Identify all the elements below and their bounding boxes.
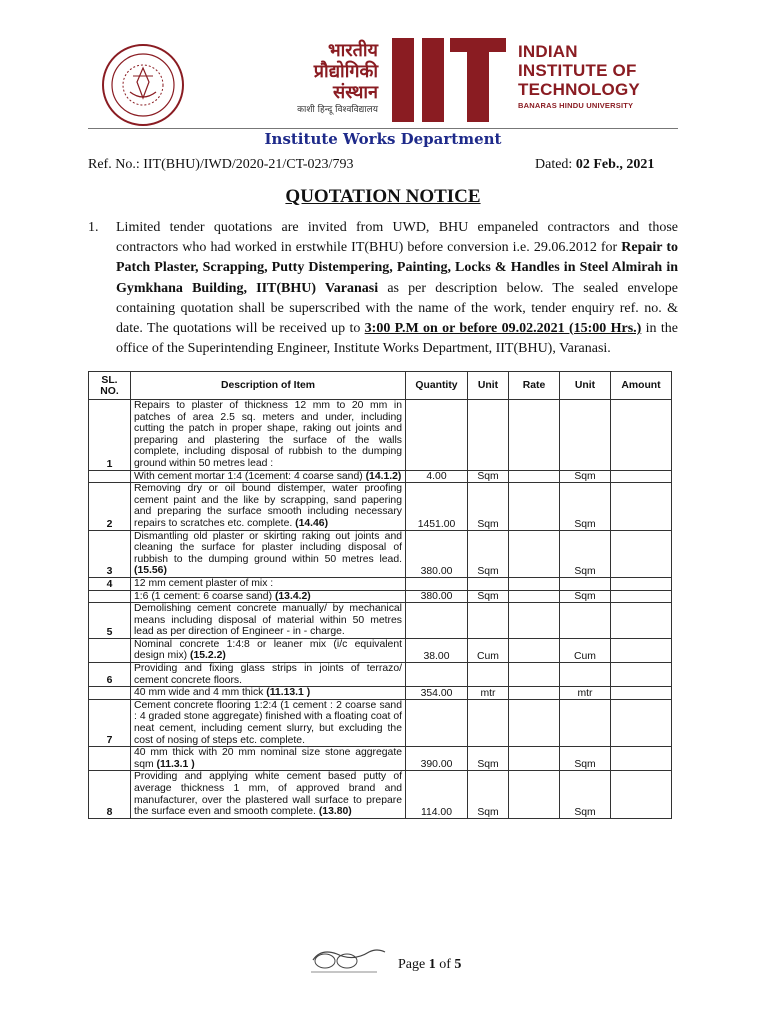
row-unit-2 (560, 400, 611, 471)
department-name: Institute Works Department (264, 130, 502, 148)
row-sl-no: 3 (89, 530, 131, 577)
row-description-text: 12 mm cement plaster of mix : (134, 577, 274, 589)
row-amount (611, 603, 672, 639)
row-unit-2 (560, 699, 611, 746)
row-rate (509, 400, 560, 471)
row-schedule-code: (15.56) (134, 565, 167, 577)
row-sl-no (89, 470, 131, 483)
table-row (89, 590, 672, 603)
row-rate (509, 483, 560, 530)
notice-paragraph (88, 218, 678, 359)
row-unit-2: Sqm (560, 590, 611, 603)
row-rate (509, 699, 560, 746)
row-description (131, 400, 406, 471)
paragraph-part-2: as per description below. The sealed envelope containing quotation shall be superscribed with the name of the work, tender enquiry ref. no. & date. The quotations will be received up to (116, 280, 678, 337)
row-description (131, 663, 406, 687)
row-amount (611, 638, 672, 662)
row-description (131, 747, 406, 771)
row-description-text: With cement mortar 1:4 (1cement: 4 coarse sand) (134, 470, 363, 482)
row-amount (611, 687, 672, 700)
row-quantity (406, 577, 468, 590)
items-table (88, 371, 672, 819)
row-unit (468, 663, 509, 687)
header-amount: Amount (611, 372, 672, 400)
page-number (398, 957, 461, 973)
header-unit: Unit (468, 372, 509, 400)
row-unit: Sqm (468, 771, 509, 818)
row-rate (509, 638, 560, 662)
row-quantity (406, 699, 468, 746)
row-unit-2: Sqm (560, 747, 611, 771)
header-sl-no: SL. NO. (89, 372, 131, 400)
row-amount (611, 470, 672, 483)
row-unit-2 (560, 603, 611, 639)
row-description-text: 40 mm thick with 20 mm nominal size stone aggregate sqm (134, 747, 402, 770)
row-sl-no (89, 687, 131, 700)
table-row (89, 663, 672, 687)
row-amount (611, 577, 672, 590)
paragraph-part-3: in the office of the Superintending Engineer, Institute Works Department, IIT(BHU), Varanasi. (116, 321, 679, 357)
row-description-text: 40 mm wide and 4 mm thick (134, 687, 264, 699)
row-unit-2: Sqm (560, 470, 611, 483)
row-unit-2: mtr (560, 687, 611, 700)
row-quantity: 390.00 (406, 747, 468, 771)
row-schedule-code: (13.4.2) (274, 590, 311, 602)
row-rate (509, 603, 560, 639)
row-description-text: Cement concrete flooring 1:2:4 (1 cement : 2 coarse sand : 4 graded stone aggregate) finished with a floating coat of neat cement, including cement slurry, but excluding the cost of nosing of steps etc. complete. (134, 699, 402, 746)
row-unit-2: Sqm (560, 530, 611, 577)
table-row (89, 400, 672, 471)
row-description-text: Repairs to plaster of thickness 12 mm to 20 mm in patches of area 2.5 sq. meters and under, including cutting the patch in proper shape, raking out joints and preparing and plastering the surface of the walls complete, including disposal of rubbish to the dumping ground within 50 metres lead : (134, 400, 402, 469)
row-sl-no (89, 638, 131, 662)
row-unit-2 (560, 663, 611, 687)
row-rate (509, 687, 560, 700)
row-schedule-code: (11.13.1 ) (266, 687, 311, 699)
iit-logo-mark (390, 36, 508, 122)
row-quantity: 38.00 (406, 638, 468, 662)
hindi-institute-name (290, 40, 378, 117)
row-sl-no: 6 (89, 663, 131, 687)
row-unit: Sqm (468, 530, 509, 577)
row-description-text: 1:6 (1 cement: 6 coarse sand) (134, 590, 273, 602)
page-of: of (439, 957, 451, 972)
g20-emblem-logo (307, 944, 391, 978)
row-description-text: Nominal concrete 1:4:8 or leaner mix (i/c equivalent design mix) (134, 638, 402, 662)
row-unit: mtr (468, 687, 509, 700)
english-institute-name (518, 42, 680, 112)
row-amount (611, 590, 672, 603)
row-unit-2: Sqm (560, 771, 611, 818)
row-unit (468, 577, 509, 590)
row-quantity (406, 603, 468, 639)
table-row (89, 470, 672, 483)
english-line-3: TECHNOLOGY (518, 80, 640, 99)
table-row (89, 747, 672, 771)
row-description (131, 687, 406, 700)
row-description (131, 483, 406, 530)
row-sl-no: 4 (89, 577, 131, 590)
table-row (89, 530, 672, 577)
work-name: Repair to Patch Plaster, Scrapping, Putty Distempering, Painting, Locks & Handles in Steel Almirah in Gymkhana Building, IIT(BHU) Varanasi (116, 240, 678, 296)
paragraph-text (116, 218, 678, 359)
row-amount (611, 747, 672, 771)
row-sl-no (89, 590, 131, 603)
row-description (131, 470, 406, 483)
row-quantity: 4.00 (406, 470, 468, 483)
row-unit (468, 603, 509, 639)
hindi-line-3: संस्थान (333, 82, 378, 103)
row-sl-no: 5 (89, 603, 131, 639)
row-sl-no (89, 747, 131, 771)
row-description-text: Dismantling old plaster or skirting raking out joints and cleaning the surface for plaster including disposal of rubbish to the dumping ground within 50 metres lead. (134, 530, 402, 565)
row-description-text: Providing and applying white cement based putty of average thickness 1 mm, of approved brand and manufacturer, over the plastered wall surface to prepare the surface even and smooth complete. (134, 771, 402, 818)
row-rate (509, 771, 560, 818)
row-sl-no: 2 (89, 483, 131, 530)
table-row (89, 638, 672, 662)
row-amount (611, 663, 672, 687)
deadline: 3:00 P.M on or before 09.02.2021 (15:00 Hrs.) (364, 321, 642, 337)
row-unit: Sqm (468, 747, 509, 771)
row-amount (611, 530, 672, 577)
hindi-line-1: भारतीय (327, 40, 378, 61)
row-description (131, 771, 406, 818)
row-amount (611, 400, 672, 471)
row-schedule-code: (13.80) (318, 806, 352, 818)
row-amount (611, 483, 672, 530)
header-quantity: Quantity (406, 372, 468, 400)
row-rate (509, 577, 560, 590)
date-line (535, 157, 654, 173)
row-sl-no: 7 (89, 699, 131, 746)
letterhead (100, 36, 680, 128)
row-description-text: Removing dry or oil bound distemper, water proofing cement paint and the like by scrapping, sand papering and preparing the surface smooth including necessary repairs to scratches etc. complete. (134, 483, 402, 529)
header-rate: Rate (509, 372, 560, 400)
row-unit: Sqm (468, 470, 509, 483)
page-total: 5 (454, 957, 462, 972)
table-row (89, 483, 672, 530)
row-rate (509, 470, 560, 483)
page-title: QUOTATION NOTICE (285, 186, 481, 207)
row-quantity: 1451.00 (406, 483, 468, 530)
row-unit-2: Cum (560, 638, 611, 662)
row-quantity: 380.00 (406, 530, 468, 577)
row-sl-no: 1 (89, 400, 131, 471)
row-description (131, 603, 406, 639)
row-unit (468, 400, 509, 471)
row-description (131, 530, 406, 577)
page-current: 1 (428, 957, 436, 972)
row-description (131, 699, 406, 746)
row-amount (611, 699, 672, 746)
table-row (89, 687, 672, 700)
items-table-wrapper (88, 371, 672, 819)
row-quantity: 114.00 (406, 771, 468, 818)
row-unit: Cum (468, 638, 509, 662)
row-unit-2 (560, 577, 611, 590)
row-description (131, 590, 406, 603)
page-label: Page (398, 957, 426, 972)
row-schedule-code: (14.1.2) (365, 470, 402, 482)
header-description: Description of Item (131, 372, 406, 400)
table-body (89, 400, 672, 819)
hindi-line-4: काशी हिन्दू विश्वविद्यालय (297, 105, 378, 115)
paragraph-number: 1. (88, 220, 99, 235)
header-divider (88, 128, 678, 129)
hindi-line-2: प्रौद्योगिकी (313, 61, 378, 82)
row-description (131, 638, 406, 662)
row-schedule-code: (11.3.1 ) (156, 758, 195, 770)
english-line-1: INDIAN (518, 42, 578, 61)
row-rate (509, 663, 560, 687)
dated-value: 02 Feb., 2021 (575, 157, 655, 172)
header-unit-2: Unit (560, 372, 611, 400)
row-quantity: 354.00 (406, 687, 468, 700)
row-description-text: Demolishing cement concrete manually/ by mechanical means including disposal of material within 50 metres lead as per direction of Engineer - in - charge. (134, 603, 402, 638)
table-header-row (89, 372, 672, 400)
table-row (89, 577, 672, 590)
row-description-text: Providing and fixing glass strips in joints of terrazo/ cement concrete floors. (134, 663, 402, 686)
row-unit-2: Sqm (560, 483, 611, 530)
row-amount (611, 771, 672, 818)
row-quantity (406, 663, 468, 687)
row-schedule-code: (14.46) (295, 517, 329, 529)
row-description (131, 577, 406, 590)
dated-label: Dated: (535, 157, 573, 172)
row-rate (509, 530, 560, 577)
table-row (89, 699, 672, 746)
bhu-seal-logo (100, 42, 186, 128)
row-unit: Sqm (468, 483, 509, 530)
row-schedule-code: (15.2.2) (190, 650, 226, 662)
row-quantity (406, 400, 468, 471)
english-line-4: BANARAS HINDU UNIVERSITY (518, 101, 634, 110)
row-sl-no: 8 (89, 771, 131, 818)
table-row (89, 771, 672, 818)
row-unit (468, 699, 509, 746)
row-rate (509, 590, 560, 603)
english-line-2: INSTITUTE OF (518, 61, 637, 80)
row-rate (509, 747, 560, 771)
row-quantity: 380.00 (406, 590, 468, 603)
reference-number: Ref. No.: IIT(BHU)/IWD/2020-21/CT-023/793 (88, 157, 354, 172)
row-unit: Sqm (468, 590, 509, 603)
paragraph-part-1: Limited tender quotations are invited from UWD, BHU empaneled contractors and those contractors who had worked in erstwhile IT(BHU) before conversion i.e. 29.06.2012 for (116, 220, 678, 256)
table-row (89, 603, 672, 639)
